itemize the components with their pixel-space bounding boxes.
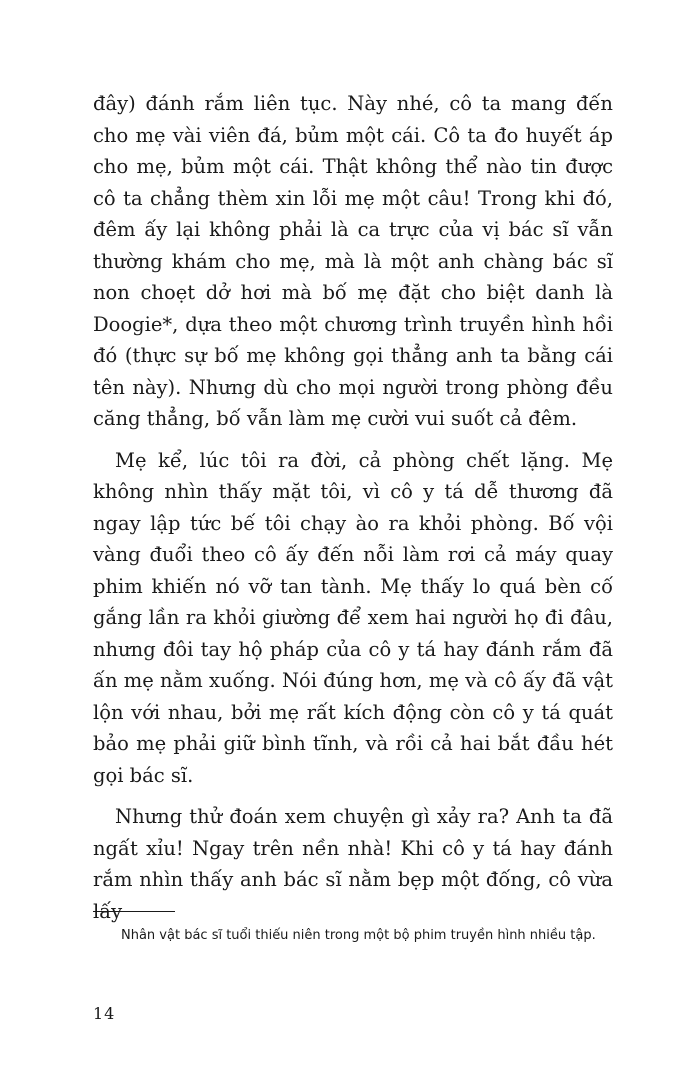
footnote-divider [93,911,175,912]
footnote: Nhân vật bác sĩ tuổi thiếu niên trong một bộ phim truyền hình nhiều tập. [121,928,596,943]
paragraph-1: đây) đánh rắm liên tục. Này nhé, cô ta mang đến cho mẹ vài viên đá, bủm một cái. Cô ta đo huyết áp cho mẹ, bủm một cái. Thật không thể nào tin được cô ta chẳng thèm xin lỗi mẹ một câu! Trong khi đó, đêm ấy lại không phải là ca trực của vị bác sĩ vẫn thường khám cho mẹ, mà là một anh chàng bác sĩ non choẹt dở hơi mà bố mẹ đặt cho biệt danh là Doogie*, dựa theo một chương trình truyền hình hồi đó (thực sự bố mẹ không gọi thẳng anh ta bằng cái tên này). Nhưng dù cho mọi người trong phòng đều căng thẳng, bố vẫn làm mẹ cười vui suốt cả đêm. [93,92,613,430]
page-number: 14 [93,1004,116,1023]
paragraph-2: Mẹ kể, lúc tôi ra đời, cả phòng chết lặng. Mẹ không nhìn thấy mặt tôi, vì cô y tá dễ thương đã ngay lập tức bế tôi chạy ào ra khỏi phòng. Bố vội vàng đuổi theo cô ấy đến nỗi làm rơi cả máy quay phim khiến nó vỡ tan tành. Mẹ thấy lo quá bèn cố gắng lần ra khỏi giường để xem hai người họ đi đâu, nhưng đôi tay hộ pháp của cô y tá hay đánh rắm đã ấn mẹ nằm xuống. Nói đúng hơn, mẹ và cô ấy đã vật lộn với nhau, bởi mẹ rất kích động còn cô y tá quát bảo mẹ phải giữ bình tĩnh, và rồi cả hai bắt đầu hét gọi bác sĩ. [93,448,613,787]
main-text [93,88,613,937]
paragraph-3: Nhưng thử đoán xem chuyện gì xảy ra? Anh ta đã ngất xỉu! Ngay trên nền nhà! Khi cô y tá hay đánh rắm nhìn thấy anh bác sĩ nằm bẹp một đống, cô vừa lấy [93,805,613,923]
